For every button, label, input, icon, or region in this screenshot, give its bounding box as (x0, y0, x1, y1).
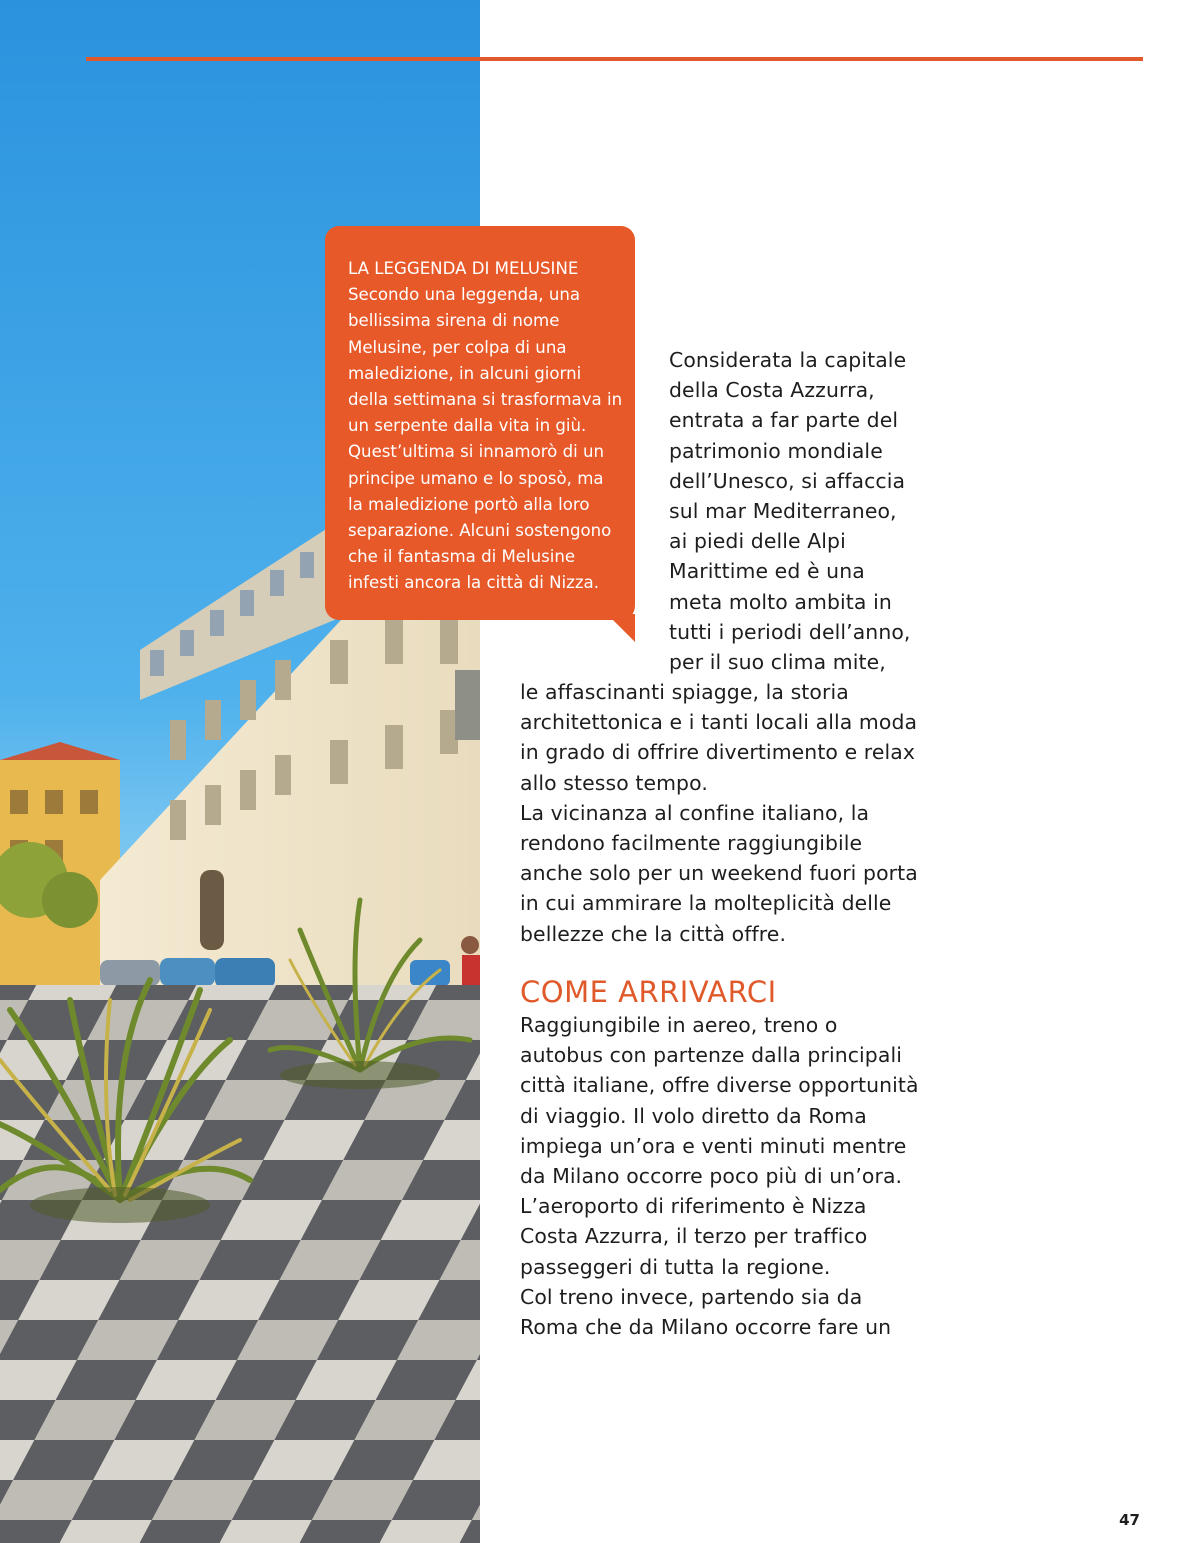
text-line: Considerata la capitale (669, 348, 907, 372)
text-line: autobus con partenze dalla principali (520, 1043, 902, 1068)
text-line: passeggeri di tutta la regione. (520, 1254, 831, 1279)
top-rule (86, 57, 1143, 61)
text-line: ai piedi delle Alpi (669, 529, 846, 554)
text-line: Marittime ed è una (669, 559, 865, 584)
text-line: rendono facilmente raggiungibile (520, 831, 863, 856)
text-line: sul mar Mediterraneo, (669, 499, 897, 524)
text-line: per il suo clima mite, (669, 650, 886, 675)
text-line: Raggiungibile in aereo, treno o (520, 1013, 838, 1037)
text-line: da Milano occorre poco più di un’ora. (520, 1164, 903, 1189)
text-line: della Costa Azzurra, (669, 378, 875, 403)
legend-callout (348, 256, 623, 597)
text-line: Col treno invece, partendo sia da (520, 1284, 863, 1309)
intro-paragraph-wide (520, 677, 940, 949)
text-line: meta molto ambita in (669, 589, 892, 614)
text-line: bellezze che la città offre. (520, 921, 787, 946)
text-line: patrimonio mondiale (669, 438, 883, 463)
callout-tail (607, 614, 635, 642)
text-line: le affascinanti spiagge, la storia (520, 680, 849, 704)
text-line: entrata a far parte del (669, 408, 899, 433)
text-line: dell’Unesco, si affaccia (669, 468, 906, 493)
text-line: La vicinanza al confine italiano, la (520, 800, 870, 825)
text-line: architettonica e i tanti locali alla moda (520, 710, 918, 735)
text-line: Costa Azzurra, il terzo per traffico (520, 1224, 868, 1249)
text-line: città italiane, offre diverse opportunità (520, 1073, 919, 1098)
section-title: COME ARRIVARCI (520, 975, 777, 1009)
callout-title: LA LEGGENDA DI MELUSINE (348, 259, 579, 278)
intro-paragraph-narrow (669, 345, 919, 677)
text-line: tutti i periodi dell’anno, (669, 619, 911, 644)
text-line: in grado di offrire divertimento e relax (520, 740, 916, 765)
page-number: 47 (1119, 1511, 1140, 1529)
text-line: Roma che da Milano occorre fare un (520, 1315, 892, 1340)
section-paragraph (520, 1010, 940, 1342)
text-line: L’aeroporto di riferimento è Nizza (520, 1194, 867, 1219)
text-line: anche solo per un weekend fuori porta (520, 861, 918, 886)
text-line: impiega un’ora e venti minuti mentre (520, 1133, 907, 1158)
callout-body: Secondo una leggenda, una bellissima sirena di nome Melusine, per colpa di una maledizione, in alcuni giorni della settimana si trasformava in un serpente dalla vita in giù. Quest’ultima si innamorò di un principe umano e lo sposò, ma la maledizione portò alla loro separazione. Alcuni sostengono che il fantasma di Melusine infesti ancora la città di Nizza. (348, 285, 623, 593)
text-line: di viaggio. Il volo diretto da Roma (520, 1103, 867, 1128)
text-line: in cui ammirare la molteplicità delle (520, 891, 892, 916)
text-line: allo stesso tempo. (520, 770, 708, 795)
